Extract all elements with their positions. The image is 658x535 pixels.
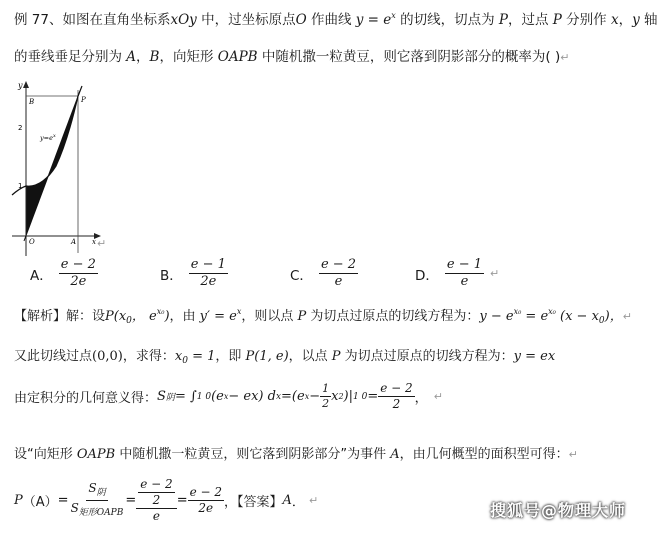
curve-equation: $y = e^x$ bbox=[355, 11, 396, 28]
choice-a[interactable]: A． $\frac{e - 2}{2e}$ bbox=[30, 257, 96, 290]
label-2: 2 bbox=[18, 124, 23, 132]
label-curve: $y=e^x$ bbox=[40, 133, 56, 142]
x0-value: $x_0 = 1$ bbox=[174, 349, 216, 366]
choice-b[interactable]: B． $\frac{e - 1}{2e}$ bbox=[160, 257, 226, 290]
answer-letter: A bbox=[282, 493, 292, 509]
answer-blank: ( ) bbox=[545, 49, 561, 65]
tangent-equation: $y - e^{x_0} = e^{x_0}$ $(x - x_0)$， bbox=[479, 307, 623, 326]
tangent-line bbox=[24, 91, 80, 241]
label-1: 1 bbox=[18, 182, 23, 190]
probability-ratio: $\frac{S_阴}{S_{矩形OAPB}}$ bbox=[70, 481, 124, 519]
problem-intro: 例 77、如图在直角坐标系 bbox=[14, 12, 171, 28]
tangent-line-equation: y = ex bbox=[513, 349, 556, 364]
solution-line-5: P （A） = $\frac{S_阴}{S_{矩形OAPB}}$ = $\frac{\frac{e - 2}{2}}{e}$ = $\frac{e - 2}{2e}$ ，【答案】 A ． ↵ bbox=[14, 477, 319, 524]
solution-line-1: 【解析】解：设$P(x_0$， $e^{x_0}$)，由 $y' = e^x$，则以点 P 为切点过原点的切线方程为：$y - e^{x_0} = e^{x_0}$ $(x - x_0)$，↵ bbox=[14, 307, 632, 326]
y-axis-arrow bbox=[23, 81, 29, 88]
label-o: O bbox=[29, 238, 35, 246]
problem-figure bbox=[8, 78, 118, 263]
integral-expression: S 阴 = ∫ 1 0 (e x − ex) d x = (e x − $\frac{1}{2}$ x 2 ) | 1 0 = $\frac{e - 2}{2}$ bbox=[157, 381, 413, 412]
label-a: A bbox=[71, 238, 77, 246]
label-x: x bbox=[92, 238, 96, 246]
label-p: P bbox=[81, 96, 86, 104]
solution-line-3: 由定积分的几何意义得： S 阴 = ∫ 1 0 (e x − ex) d x = (e x − $\frac{1}{2}$ x 2 ) | 1 0 = $\frac{e - 2}{2}$ ， ↵ bbox=[14, 381, 443, 412]
solution-line-2: 又此切线过点(0,0)，求得：$x_0 = 1$，即 P(1, e)，以点 P 为切点过原点的切线方程为：y = ex bbox=[14, 349, 556, 366]
problem-line-1: 例 77、如图在直角坐标系xOy 中，过坐标原点O 作曲线 $y = e^x$ 的切线，切点为 P，过点 P 分别作 x，y 轴 bbox=[14, 11, 658, 28]
rectangle-name: OAPB bbox=[217, 49, 258, 65]
choice-c[interactable]: C． $\frac{e - 2}{e}$ bbox=[290, 257, 357, 290]
label-b: B bbox=[29, 98, 35, 106]
final-fraction: $\frac{e - 2}{2e}$ bbox=[189, 485, 223, 516]
watermark: 搜狐号@物理大师 bbox=[489, 501, 626, 520]
choice-d[interactable]: D． $\frac{e - 1}{e}$ ↵ bbox=[415, 257, 500, 290]
problem-line-2: 的垂线垂足分别为 A，B，向矩形 OAPB 中随机撒一粒黄豆，则它落到阴影部分的概率为( )↵ bbox=[14, 49, 570, 65]
coord-system: xOy bbox=[170, 12, 197, 28]
label-y: y bbox=[18, 81, 23, 90]
derivative: $y' = e^x$ bbox=[199, 307, 242, 324]
nested-fraction: $\frac{\frac{e - 2}{2}}{e}$ bbox=[136, 478, 176, 524]
solution-line-4: 设“向矩形 OAPB 中随机撒一粒黄豆，则它落到阴影部分”为事件 A，由几何概型的面积型可得：↵ bbox=[14, 447, 578, 462]
point-p-def: $P(x_0$， $e^{x_0}$) bbox=[105, 307, 170, 326]
